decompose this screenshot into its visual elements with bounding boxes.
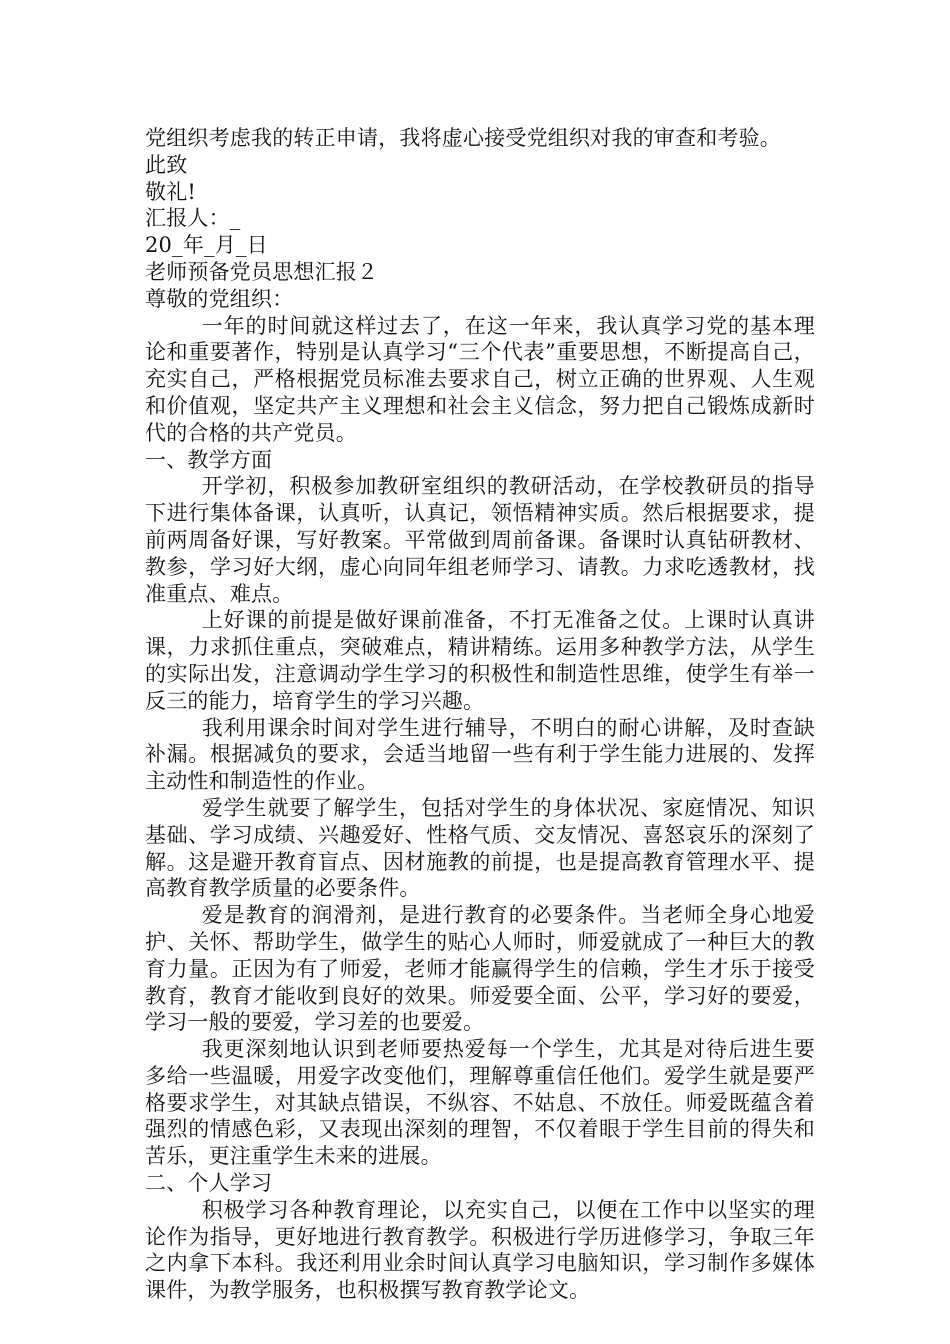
paragraph-teaching-1: 开学初，积极参加教研室组织的教研活动，在学校教研员的指导下进行集体备课，认真听，认真记，领悟精神实质。然后根据要求，提前两周备好课，写好教案。平常做到周前备课。备课时认真钻研教材、教参，学习好大纲，虚心向同年组老师学习、请教。力求吃透教材，找准重点、难点。 [145,474,815,606]
salutation-jingli: 敬礼! [145,179,197,204]
paragraph-closing-request: 党组织考虑我的转正申请，我将虚心接受党组织对我的审查和考验。 [145,126,781,150]
greeting: 尊敬的党组织： [145,286,294,311]
paragraph-intro: 一年的时间就这样过去了，在这一年来，我认真学习党的基本理论和重要著作，特别是认真学习“三个代表”重要思想，不断提高自己，充实自己，严格根据党员标准去要求自己，树立正确的世界观、人生观和价值观，坚定共产主义理想和社会主义信念，努力把自己锻炼成新时代的合格的共产党员。 [145,313,815,445]
heading-teaching: 一、教学方面 [145,447,273,472]
paragraph-personal-study: 积极学习各种教育理论，以充实自己，以便在工作中以坚实的理论作为指导，更好地进行教育教学。积极进行学历进修学习，争取三年之内拿下本科。我还利用业余时间认真学习电脑知识，学习制作多媒体课件，为教学服务，也积极撰写教育教学论文。 [145,1197,815,1303]
heading-personal-study: 二、个人学习 [145,1171,273,1196]
paragraph-teaching-6: 我更深刻地认识到老师要热爱每一个学生，尤其是对待后进生要多给一些温暖，用爱字改变他们，理解尊重信任他们。爱学生就是要严格要求学生，对其缺点错误，不纵容、不姑息、不放任。师爱既蕴含着强烈的情感色彩，又表现出深刻的理智，不仅着眼于学生目前的得失和苦乐，更注重学生未来的进展。 [145,1037,815,1169]
date-line: 20_年_月_日 [145,233,268,258]
paragraph-teaching-5: 爱是教育的润滑剂，是进行教育的必要条件。当老师全身心地爱护、关怀、帮助学生，做学生的贴心人师时，师爱就成了一种巨大的教育力量。正因为有了师爱，老师才能赢得学生的信赖，学生才乐于接受教育，教育才能收到良好的效果。师爱要全面、公平，学习好的要爱，学习一般的要爱，学习差的也要爱。 [145,903,815,1035]
document-body [145,125,815,1304]
salutation-cizhi: 此致 [145,152,188,177]
paragraph-teaching-2: 上好课的前提是做好课前准备，不打无准备之仗。上课时认真讲课，力求抓住重点，突破难点，精讲精练。运用多种教学方法，从学生的实际出发，注意调动学生学习的积极性和制造性思维，使学生有举一反三的能力，培育学生的学习兴趣。 [145,608,815,713]
paragraph-teaching-4: 爱学生就要了解学生，包括对学生的身体状况、家庭情况、知识基础、学习成绩、兴趣爱好、性格气质、交友情况、喜怒哀乐的深刻了解。这是避开教育盲点、因材施教的前提，也是提高教育管理水平、提高教育教学质量的必要条件。 [145,795,815,901]
reporter-line: 汇报人：_ [145,206,241,231]
section-title: 老师预备党员思想汇报２ [145,259,379,284]
paragraph-teaching-3: 我利用课余时间对学生进行辅导，不明白的耐心讲解，及时查缺补漏。根据减负的要求，会适当地留一些有利于学生能力进展的、发挥主动性和制造性的作业。 [145,715,815,794]
